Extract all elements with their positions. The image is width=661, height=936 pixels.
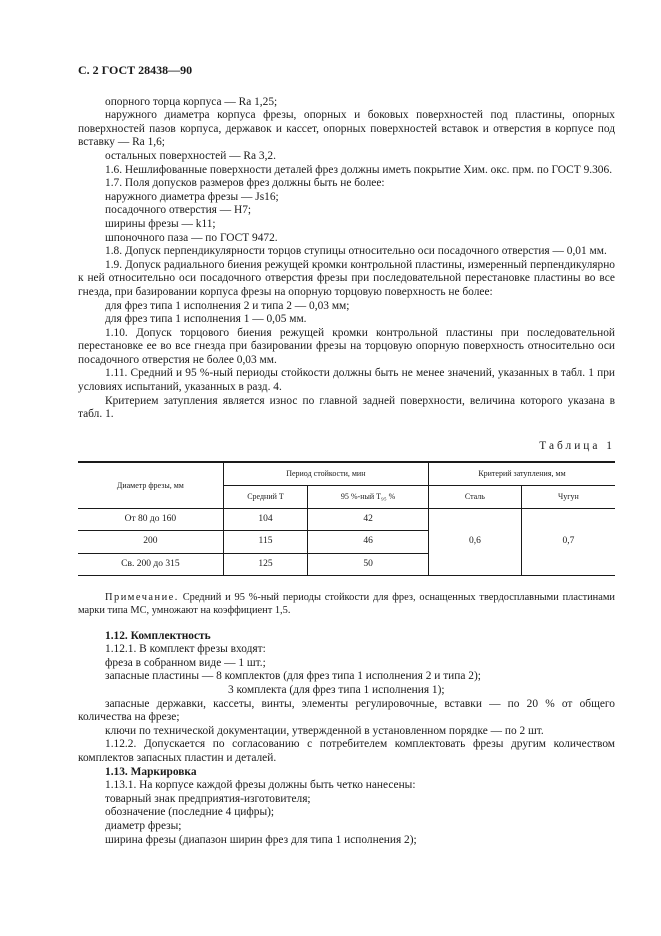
table-row: Св. 200 до 315 125 50 [78, 553, 615, 576]
paragraph: наружного диаметра фрезы — Js16; [105, 190, 279, 203]
paragraph: посадочного отверстия — Н7; [105, 204, 252, 217]
table-row: От 80 до 160 104 42 0,6 0,7 [78, 508, 615, 531]
note-label: Примечание. [105, 592, 179, 604]
paragraph: запасные пластины — 8 комплектов (для фрез типа 1 исполнения 2 и типа 2); [105, 670, 481, 683]
paragraph: ключи по технической документации, утвержденной в установленном порядке — по 2 шт. [105, 724, 544, 737]
paragraph: остальных поверхностей — Ra 3,2. [105, 149, 276, 162]
paragraph: 1.13.1. На корпусе каждой фрезы должны быть четко нанесены: [105, 779, 416, 792]
steel-value: 0,6 [428, 508, 521, 576]
iron-value: 0,7 [521, 508, 615, 576]
paragraph: 1.11. Средний и 95 %-ный периоды стойкости должны быть не менее значений, указанных в табл. 1 при условиях испытаний, указанных в разд. 4. [78, 367, 615, 394]
table-row: 200 115 46 [78, 531, 615, 554]
paragraph: 1.6. Нешлифованные поверхности деталей фрез должны иметь покрытие Хим. окс. прм. по ГОСТ 9.306. [105, 163, 613, 176]
col-diameter: Диаметр фрезы, мм [78, 462, 223, 508]
document-page [78, 64, 615, 847]
paragraph: фреза в собранном виде — 1 шт.; [105, 656, 266, 669]
paragraph: 1.9. Допуск радиального биения режущей кромки контрольной пластины, измеренный перпендикулярно к ней относительно оси посадочного отверстия фрезы при последовательной перестановке пластины во все гнезда, при базировании корпуса фрезы на опорную торцовую поверхность не более: [78, 258, 615, 298]
paragraph: 3 комплекта (для фрез типа 1 исполнения 1); [228, 683, 445, 696]
col-criterion: Критерий затупления, мм [428, 462, 615, 485]
note-text: Средний и 95 %-ный периоды стойкости для фрез, оснащенных твердосплавными пластинами марки типа МС, умножают на коэффициент 1,5. [78, 592, 615, 616]
paragraph: диаметр фрезы; [105, 819, 182, 832]
paragraph: для фрез типа 1 исполнения 2 и типа 2 — 0,03 мм; [105, 299, 350, 312]
paragraph: запасные державки, кассеты, винты, элементы регулировочные, вставки — по 20 % от общего количества на фрезе; [78, 697, 615, 724]
paragraph: ширина фрезы (диапазон ширин фрез для типа 1 исполнения 2); [105, 833, 417, 846]
paragraph: 1.7. Поля допусков размеров фрез должны быть не более: [105, 177, 385, 190]
col-95: 95 %-ный Т₉₅ % [308, 486, 429, 509]
paragraph: опорного торца корпуса — Ra 1,25; [105, 95, 278, 108]
col-period: Период стойкости, мин [223, 462, 428, 485]
col-steel: Сталь [428, 486, 521, 509]
paragraph: 1.8. Допуск перпендикулярности торцов ступицы относительно оси посадочного отверстия — 0,01 мм. [105, 245, 607, 258]
paragraph: 1.12.1. В комплект фрезы входят: [105, 643, 266, 656]
page-header: С. 2 ГОСТ 28438—90 [78, 63, 193, 77]
paragraph: наружного диаметра корпуса фрезы, опорных и боковых поверхностей под пластины, опорных поверхностей пазов корпуса, державок и кассет, опорных поверхностей вставок и отверстия в корпусе под вставку — Ra 1,6; [78, 109, 615, 149]
paragraph: ширины фрезы — k11; [105, 217, 216, 230]
paragraph: 1.12. Комплектность [105, 629, 211, 642]
paragraph: товарный знак предприятия-изготовителя; [105, 792, 311, 805]
paragraph: шпоночного паза — по ГОСТ 9472. [105, 231, 278, 244]
paragraph: для фрез типа 1 исполнения 1 — 0,05 мм. [105, 313, 307, 326]
durability-table [78, 461, 615, 576]
body-text-2 [78, 630, 615, 848]
paragraph: обозначение (последние 4 цифры); [105, 806, 275, 819]
paragraph: Критерием затупления является износ по главной задней поверхности, величина которого указана в табл. 1. [78, 394, 615, 421]
body-text [78, 96, 615, 422]
paragraph: 1.13. Маркировка [105, 765, 197, 778]
col-iron: Чугун [521, 486, 615, 509]
col-avg: Средний Т [223, 486, 308, 509]
table-note [78, 592, 615, 617]
paragraph: 1.10. Допуск торцового биения режущей кромки контрольной пластины при последовательной перестановке ее во все гнезда при базировании фрезы на торцовую опорную поверхность относительно оси посадочного отверстия не более 0,03 мм. [78, 326, 615, 366]
paragraph: 1.12.2. Допускается по согласованию с потребителем комплектовать фрезы другим количеством комплектов запасных пластин и деталей. [78, 738, 615, 764]
table-caption: Таблица 1 [539, 439, 615, 452]
